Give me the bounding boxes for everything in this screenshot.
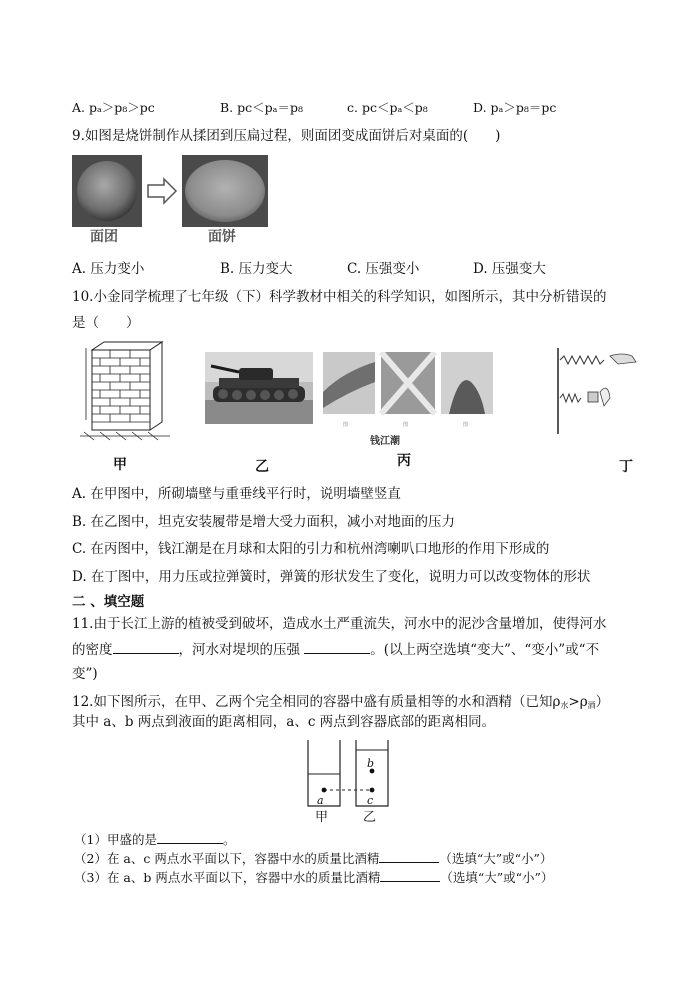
tide-photos xyxy=(323,352,493,430)
q11-line2-c: 。(以上两空选填“变大”、“变小”或“不 xyxy=(370,642,600,658)
point-b-label: b xyxy=(367,757,375,770)
q10-option-a: A. 在甲图中，所砌墙壁与重垂线平行时，说明墙壁竖直 xyxy=(72,486,401,502)
q11-line2 xyxy=(72,638,599,658)
caption-ding: 丁 xyxy=(619,459,633,475)
q12-sub1-text: （1）甲盛的是 xyxy=(74,832,157,847)
q12-line1 xyxy=(72,690,609,711)
rho-water-sub: 水 xyxy=(560,701,569,710)
q12-sub2-text: （2）在 a、c 两点水平面以下，容器中水的质量比酒精 xyxy=(74,851,380,866)
q12-blank-1[interactable] xyxy=(157,831,223,844)
q8-option-d: D. pₐ＞p₈＝pc xyxy=(473,100,557,115)
q12-sub1-end: 。 xyxy=(222,832,236,847)
q9-option-d: D. 压强变大 xyxy=(473,261,546,277)
brick-wall-figure xyxy=(80,340,172,442)
rho-gt: >ρ xyxy=(568,694,588,710)
q12-sub3-end: （选填“大”或“小”） xyxy=(440,870,554,885)
q8-option-b: B. pc＜pₐ＝p₈ xyxy=(220,100,303,115)
q11-line3: 变”) xyxy=(72,666,98,682)
q8-option-a: A. pₐ＞p₈＞pc xyxy=(72,100,155,115)
q12-line2: 其中 a、b 两点到液面的距离相同，a、c 两点到容器底部的距离相同。 xyxy=(72,714,496,730)
caption-bing: 丙 xyxy=(397,453,411,469)
flatbread-label: 面饼 xyxy=(208,229,236,245)
rho-alcohol-sub: 酒 xyxy=(587,701,596,710)
point-a-label: a xyxy=(317,794,324,807)
q12-sub3-text: （3）在 a、b 两点水平面以下，容器中水的质量比酒精 xyxy=(74,870,381,885)
q11-blank-1[interactable] xyxy=(113,641,179,654)
q12-line1-text: 12.如下图所示，在甲、乙两个完全相同的容器中盛有质量相等的水和酒精（已知ρ xyxy=(72,694,561,710)
q12-line1-end: ） xyxy=(595,694,610,710)
section-title: 二 、填空题 xyxy=(72,594,145,610)
q12-blank-2[interactable] xyxy=(379,850,439,863)
svg-text:图: 图 xyxy=(463,422,469,428)
q12-sub2-end: （选填“大”或“小”） xyxy=(439,851,553,866)
q8-option-c: c. pc＜pₐ＜p₈ xyxy=(347,100,428,115)
q12-sub3 xyxy=(74,868,553,886)
tide-photo-label: 钱江潮 xyxy=(370,436,400,447)
q12-sub1 xyxy=(74,830,235,848)
caption-jia: 甲 xyxy=(113,457,127,473)
q12-sub2 xyxy=(74,849,552,867)
svg-text:图: 图 xyxy=(343,422,349,428)
caption-yi: 乙 xyxy=(255,459,269,475)
q9-option-c: C. 压强变小 xyxy=(347,261,420,277)
q10-stem-line2: 是（ ） xyxy=(72,315,140,331)
svg-text:图: 图 xyxy=(403,422,409,428)
q11-line2-a: 的密度 xyxy=(72,642,113,658)
q9-stem: 9.如图是烧饼制作从揉团到压扁过程，则面团变成面饼后对桌面的( ) xyxy=(72,128,501,144)
q12-blank-3[interactable] xyxy=(380,869,440,882)
tank-photo xyxy=(205,352,313,424)
point-c-label: c xyxy=(367,794,374,807)
dough-label: 面团 xyxy=(90,229,118,245)
q10-option-d: D. 在丁图中，用力压或拉弹簧时，弹簧的形状发生了变化，说明力可以改变物体的形状 xyxy=(72,569,591,585)
q11-line2-b: ，河水对堤坝的压强 xyxy=(178,642,305,658)
q10-option-c: C. 在丙图中，钱江潮是在月球和太阳的引力和杭州湾喇叭口地形的作用下形成的 xyxy=(72,541,550,557)
q9-option-a: A. 压力变小 xyxy=(72,261,145,277)
q9-option-b: B. 压力变大 xyxy=(220,261,293,277)
q10-option-b: B. 在乙图中，坦克安装履带是增大受力面积，减小对地面的压力 xyxy=(72,514,456,530)
spring-figure xyxy=(548,346,642,436)
q10-stem-line1: 10.小金同学梳理了七年级（下）科学教材中相关的科学知识，如图所示，其中分析错误的 xyxy=(72,289,607,305)
q11-line1: 11.由于长江上游的植被受到破坏，造成水土严重流失，河水中的泥沙含量增加，使得河水 xyxy=(72,616,607,632)
q11-blank-2[interactable] xyxy=(304,641,370,654)
container-jia-label: 甲 xyxy=(315,810,329,825)
container-yi-label: 乙 xyxy=(363,810,377,825)
